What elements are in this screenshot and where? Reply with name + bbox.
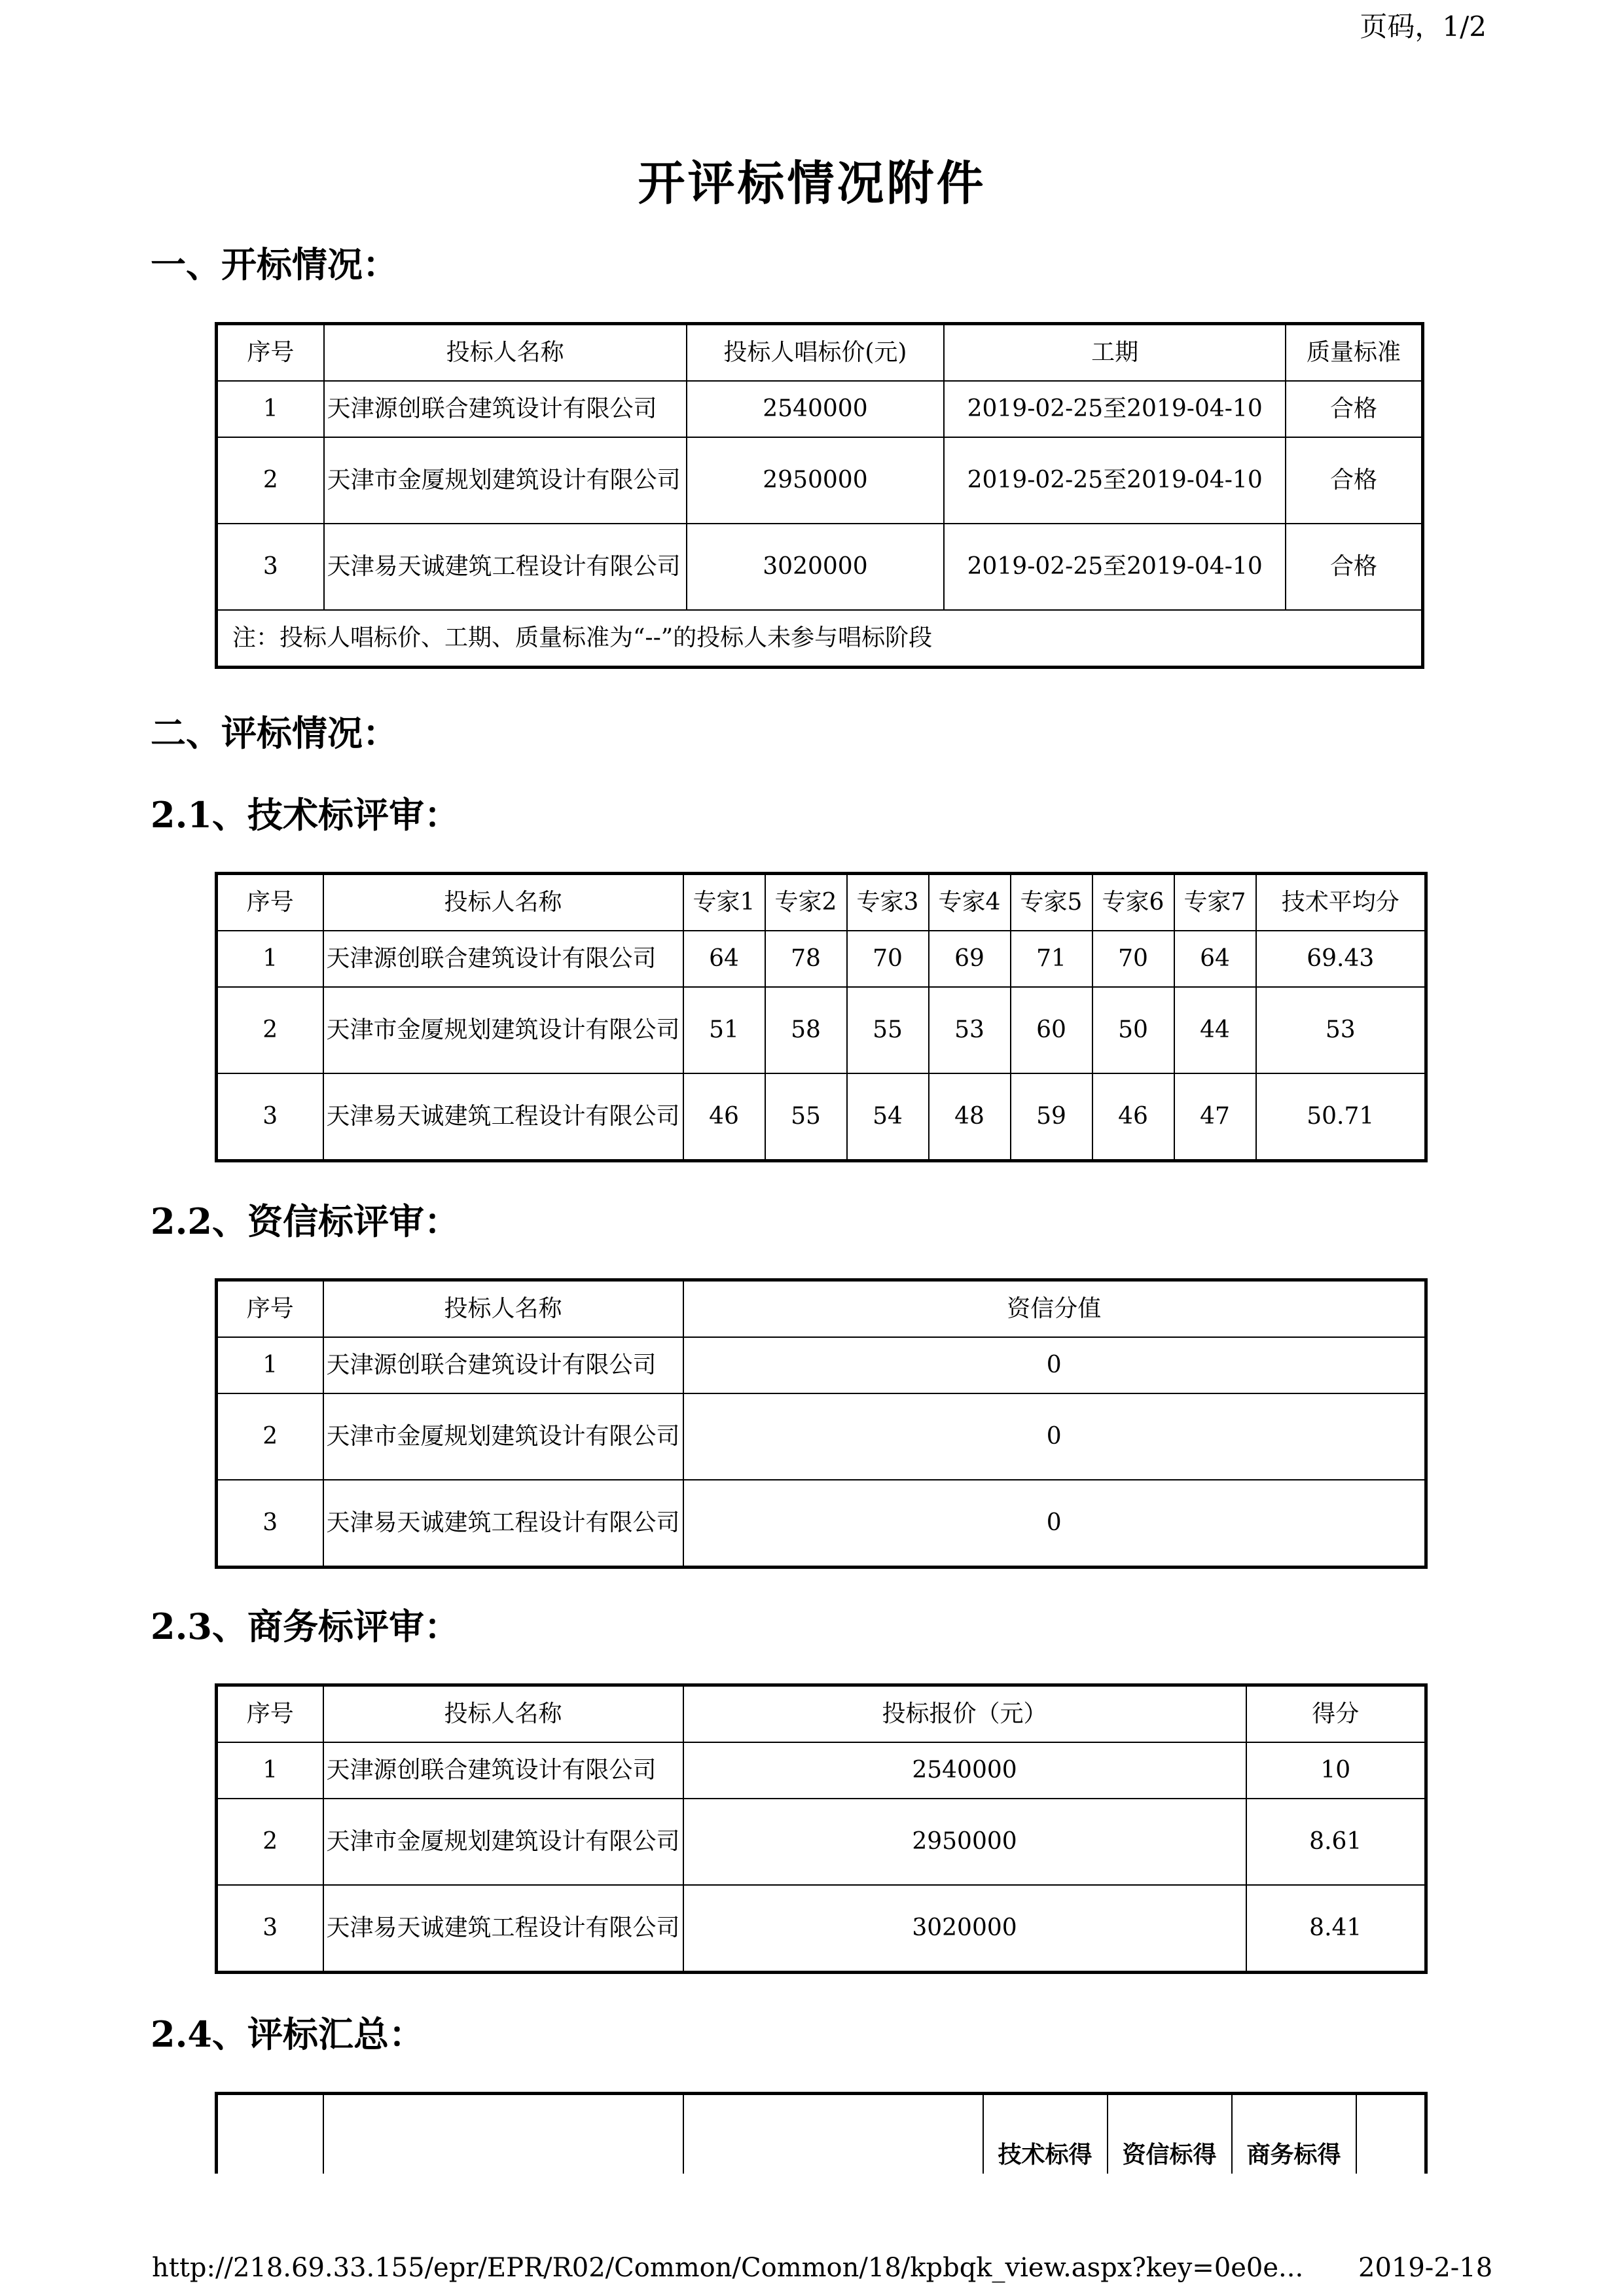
table-row: [217, 987, 1426, 1073]
table-row: [217, 1073, 1426, 1161]
section-heading-technical-review: 2.1、技术标评审：: [151, 794, 460, 836]
column-header: 专家7: [1174, 874, 1256, 931]
expert-score: 58: [765, 987, 847, 1073]
table-row: [217, 437, 1423, 524]
column-header: 资信分值: [683, 1280, 1426, 1338]
column-header: 技术平均分: [1256, 874, 1426, 931]
table-row: [217, 931, 1426, 987]
column-header: 专家2: [765, 874, 847, 931]
commercial-score: 8.61: [1246, 1799, 1426, 1885]
row-number: 3: [217, 1885, 323, 1973]
expert-score: 46: [683, 1073, 765, 1161]
row-number: 2: [217, 987, 323, 1073]
row-number: 1: [217, 1742, 323, 1799]
row-number: 1: [217, 1337, 323, 1393]
expert-score: 48: [929, 1073, 1011, 1161]
table-header-row: [217, 2094, 1426, 2174]
column-header: 专家3: [847, 874, 929, 931]
expert-score: 78: [765, 931, 847, 987]
table-row: [217, 524, 1423, 610]
commercial-score: 10: [1246, 1742, 1426, 1799]
table-row: [217, 1337, 1426, 1393]
bidder-name: 天津易天诚建筑工程设计有限公司: [324, 524, 687, 610]
page-number: 页码，1/2: [1360, 10, 1487, 43]
footer-url: http://218.69.33.155/epr/EPR/R02/Common/Common/18/kpbqk_view.aspx?key=0e0e...: [152, 2253, 1304, 2283]
expert-score: 70: [847, 931, 929, 987]
bidder-name: 天津易天诚建筑工程设计有限公司: [323, 1480, 683, 1568]
bidder-name: 天津源创联合建筑设计有限公司: [323, 931, 683, 987]
row-number: 3: [217, 524, 324, 610]
credit-score: 0: [683, 1337, 1426, 1393]
technical-average: 50.71: [1256, 1073, 1426, 1161]
table-row: [217, 1742, 1426, 1799]
quality-standard: 合格: [1286, 524, 1423, 610]
table-row: [217, 1480, 1426, 1568]
column-header: 投标人唱标价(元): [687, 324, 945, 382]
expert-score: 54: [847, 1073, 929, 1161]
row-number: 1: [217, 381, 324, 437]
column-header: 投标人名称: [323, 1685, 683, 1743]
expert-score: 47: [1174, 1073, 1256, 1161]
bidder-name: 天津市金厦规划建筑设计有限公司: [324, 437, 687, 524]
section-heading-bid-opening: 一、开标情况：: [151, 243, 398, 285]
footer-date: 2019-2-18: [1358, 2253, 1493, 2283]
technical-review-table: [215, 872, 1428, 1162]
technical-average: 69.43: [1256, 931, 1426, 987]
column-header: 专家5: [1011, 874, 1092, 931]
bidder-name: 天津易天诚建筑工程设计有限公司: [323, 1073, 683, 1161]
bid-price: 2950000: [683, 1799, 1246, 1885]
empty-header-cell: [217, 2094, 323, 2174]
expert-score: 59: [1011, 1073, 1092, 1161]
section-heading-commercial-review: 2.3、商务标评审：: [151, 1605, 460, 1647]
page-title: 开评标情况附件: [638, 155, 986, 211]
bidder-name: 天津易天诚建筑工程设计有限公司: [323, 1885, 683, 1973]
expert-score: 55: [847, 987, 929, 1073]
column-header: 专家6: [1092, 874, 1174, 931]
expert-score: 50: [1092, 987, 1174, 1073]
column-header: 序号: [217, 1685, 323, 1743]
expert-score: 44: [1174, 987, 1256, 1073]
table-header-row: [217, 324, 1423, 382]
bid-opening-table: [215, 322, 1424, 669]
column-header: 投标人名称: [323, 1280, 683, 1338]
credit-score: 0: [683, 1393, 1426, 1480]
expert-score: 60: [1011, 987, 1092, 1073]
bidder-name: 天津源创联合建筑设计有限公司: [323, 1337, 683, 1393]
table-row: [217, 1885, 1426, 1973]
bidder-name: 天津市金厦规划建筑设计有限公司: [323, 1799, 683, 1885]
bid-price: 3020000: [683, 1885, 1246, 1973]
table-header-row: [217, 874, 1426, 931]
expert-score: 69: [929, 931, 1011, 987]
section-heading-summary: 2.4、评标汇总：: [151, 2013, 424, 2055]
column-header: 技术标得: [983, 2094, 1108, 2174]
column-header: 序号: [217, 874, 323, 931]
technical-average: 53: [1256, 987, 1426, 1073]
empty-header-cell: [323, 2094, 683, 2174]
column-header: 投标报价（元）: [683, 1685, 1246, 1743]
commercial-review-table: [215, 1683, 1428, 1974]
row-number: 3: [217, 1480, 323, 1568]
note-row: [217, 610, 1423, 668]
bidder-name: 天津源创联合建筑设计有限公司: [324, 381, 687, 437]
table-header-row: [217, 1280, 1426, 1338]
column-header: 序号: [217, 1280, 323, 1338]
expert-score: 51: [683, 987, 765, 1073]
row-number: 2: [217, 1799, 323, 1885]
bidder-name: 天津源创联合建筑设计有限公司: [323, 1742, 683, 1799]
column-header: 资信标得: [1108, 2094, 1232, 2174]
expert-score: 53: [929, 987, 1011, 1073]
expert-score: 70: [1092, 931, 1174, 987]
column-header: 专家4: [929, 874, 1011, 931]
column-header: 专家1: [683, 874, 765, 931]
column-header: 序号: [217, 324, 324, 382]
bid-price: 2540000: [683, 1742, 1246, 1799]
expert-score: 55: [765, 1073, 847, 1161]
quality-standard: 合格: [1286, 381, 1423, 437]
row-number: 1: [217, 931, 323, 987]
expert-score: 71: [1011, 931, 1092, 987]
table-header-row: [217, 1685, 1426, 1743]
quality-standard: 合格: [1286, 437, 1423, 524]
bid-price: 2950000: [687, 437, 945, 524]
column-header: 投标人名称: [323, 874, 683, 931]
section-heading-evaluation: 二、评标情况：: [151, 712, 398, 754]
bid-price: 3020000: [687, 524, 945, 610]
bidder-name: 天津市金厦规划建筑设计有限公司: [323, 1393, 683, 1480]
table-row: [217, 1799, 1426, 1885]
row-number: 2: [217, 437, 324, 524]
column-header: 质量标准: [1286, 324, 1423, 382]
expert-score: 46: [1092, 1073, 1174, 1161]
commercial-score: 8.41: [1246, 1885, 1426, 1973]
table-row: [217, 381, 1423, 437]
column-header: 商务标得: [1232, 2094, 1356, 2174]
bid-price: 2540000: [687, 381, 945, 437]
empty-header-cell: [683, 2094, 983, 2174]
construction-period: 2019-02-25至2019-04-10: [944, 381, 1286, 437]
row-number: 2: [217, 1393, 323, 1480]
column-header: 得分: [1246, 1685, 1426, 1743]
expert-score: 64: [1174, 931, 1256, 987]
table-note: 注：投标人唱标价、工期、质量标准为“--”的投标人未参与唱标阶段: [217, 610, 1423, 668]
column-header: 工期: [944, 324, 1286, 382]
expert-score: 64: [683, 931, 765, 987]
construction-period: 2019-02-25至2019-04-10: [944, 437, 1286, 524]
empty-header-cell: [1356, 2094, 1426, 2174]
summary-table: [215, 2092, 1428, 2174]
bidder-name: 天津市金厦规划建筑设计有限公司: [323, 987, 683, 1073]
row-number: 3: [217, 1073, 323, 1161]
column-header: 投标人名称: [324, 324, 687, 382]
construction-period: 2019-02-25至2019-04-10: [944, 524, 1286, 610]
credit-score: 0: [683, 1480, 1426, 1568]
table-row: [217, 1393, 1426, 1480]
credit-review-table: [215, 1278, 1428, 1569]
section-heading-credit-review: 2.2、资信标评审：: [151, 1200, 460, 1242]
